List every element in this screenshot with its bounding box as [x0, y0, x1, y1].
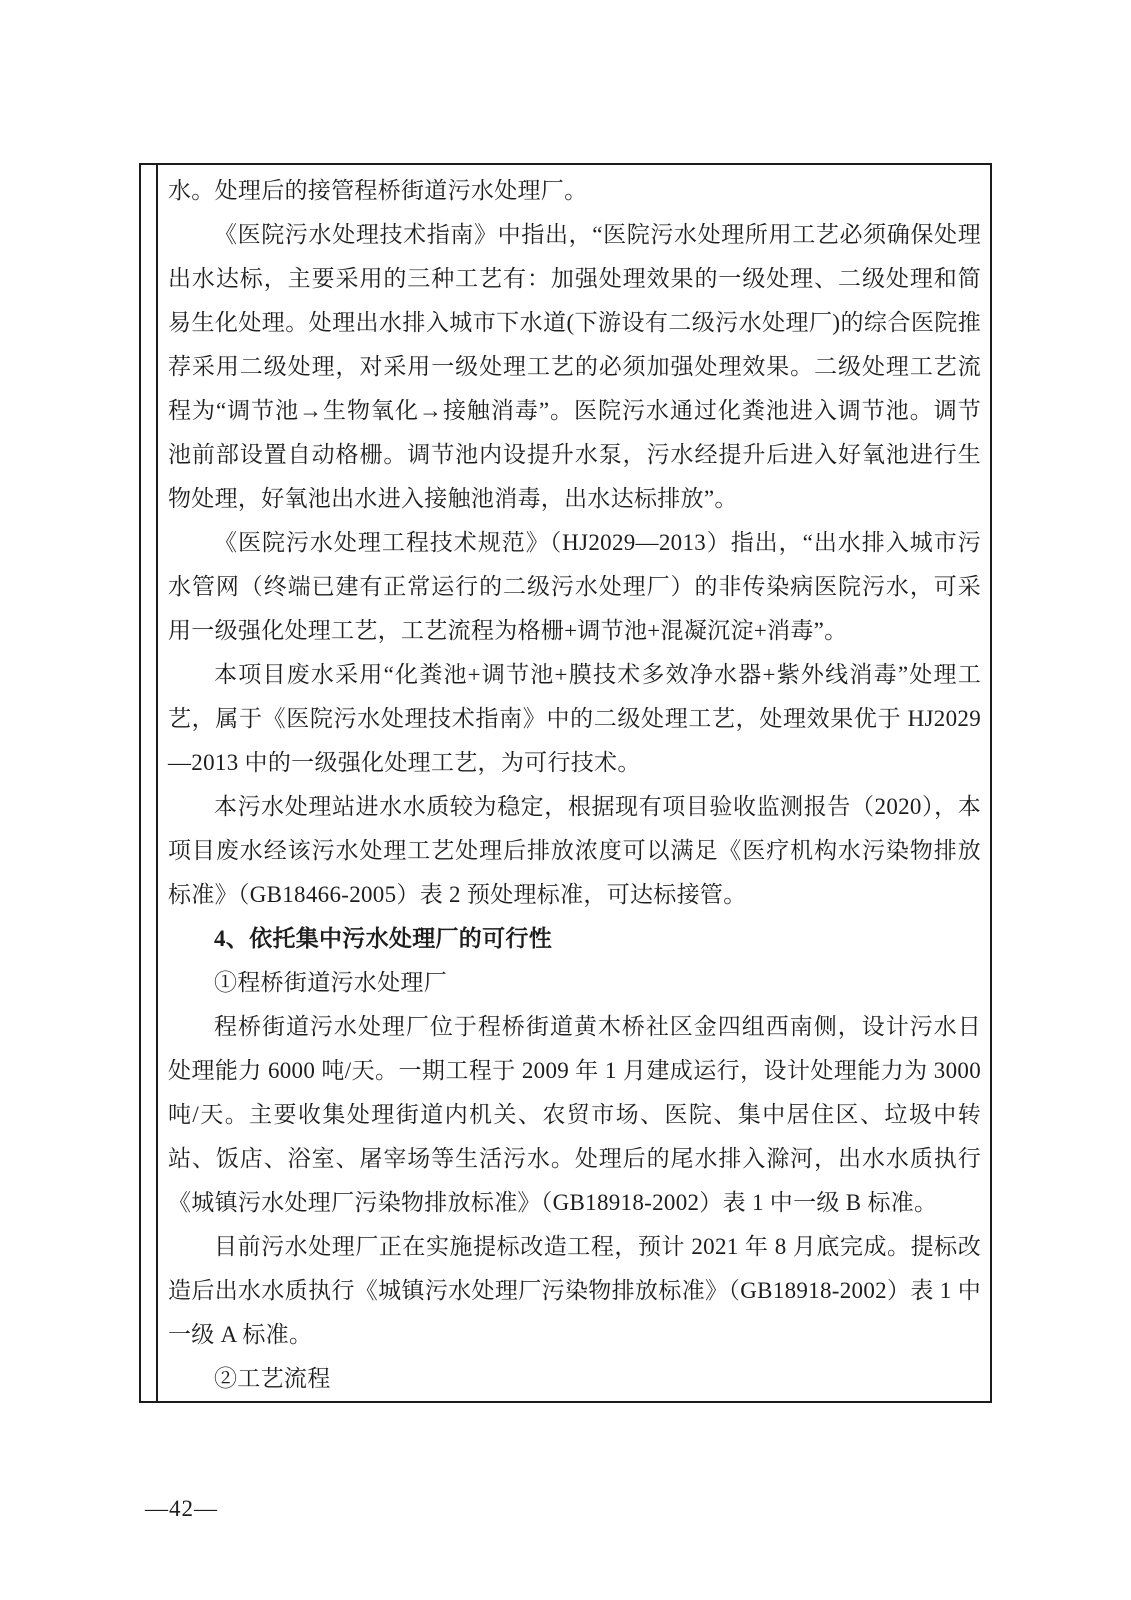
table-content-cell [158, 165, 990, 1401]
table-left-gutter-cell [141, 165, 158, 1401]
paragraph: ②工艺流程 [214, 1366, 331, 1391]
section-heading: 4、依托集中污水处理厂的可行性 [214, 926, 552, 951]
paragraph: 程桥街道污水处理厂位于程桥街道黄木桥社区金四组西南侧，设计污水日处理能力 6000 吨/天。一期工程于 2009 年 1 月建成运行，设计处理能力为 3000 吨/天。主要收集处理街道内机关、农贸市场、医院、集中居住区、垃圾中转站、饭店、浴室、屠宰场等生活污水。处理后的尾水排入滁河，出水水质执行《城镇污水处理厂污染物排放标准》（GB18918-2002）表 1 中一级 B 标准。 [168, 1014, 981, 1215]
page-number: —42— [145, 1496, 218, 1521]
paragraph: 目前污水处理厂正在实施提标改造工程，预计 2021 年 8 月底完成。提标改造后出水水质执行《城镇污水处理厂污染物排放标准》（GB18918-2002）表 1 中一级 A 标准。 [168, 1234, 981, 1347]
paragraph: 本污水处理站进水水质较为稳定，根据现有项目验收监测报告（2020），本项目废水经该污水处理工艺处理后排放浓度可以满足《医疗机构水污染物排放标准》（GB18466-2005）表 2 预处理标准，可达标接管。 [168, 794, 981, 907]
paragraph: 《医院污水处理工程技术规范》（HJ2029—2013）指出，“出水排入城市污水管网（终端已建有正常运行的二级污水处理厂）的非传染病医院污水，可采用一级强化处理工艺，工艺流程为格栅+调节池+混凝沉淀+消毒”。 [168, 530, 981, 643]
paragraph: 水。处理后的接管程桥街道污水处理厂。 [168, 178, 588, 203]
content-table [139, 163, 992, 1403]
paragraph: 《医院污水处理技术指南》中指出，“医院污水处理所用工艺必须确保处理出水达标，主要采用的三种工艺有：加强处理效果的一级处理、二级处理和简易生化处理。处理出水排入城市下水道(下游设有二级污水处理厂)的综合医院推荐采用二级处理，对采用一级处理工艺的必须加强处理效果。二级处理工艺流程为“调节池→生物氧化→接触消毒”。医院污水通过化粪池进入调节池。调节池前部设置自动格栅。调节池内设提升水泵，污水经提升后进入好氧池进行生物处理，好氧池出水进入接触池消毒，出水达标排放”。 [168, 222, 981, 511]
paragraph: 本项目废水采用“化粪池+调节池+膜技术多效净水器+紫外线消毒”处理工艺，属于《医院污水处理技术指南》中的二级处理工艺，处理效果优于 HJ2029—2013 中的一级强化处理工艺，为可行技术。 [168, 662, 981, 775]
paragraph: ①程桥街道污水处理厂 [214, 970, 447, 995]
